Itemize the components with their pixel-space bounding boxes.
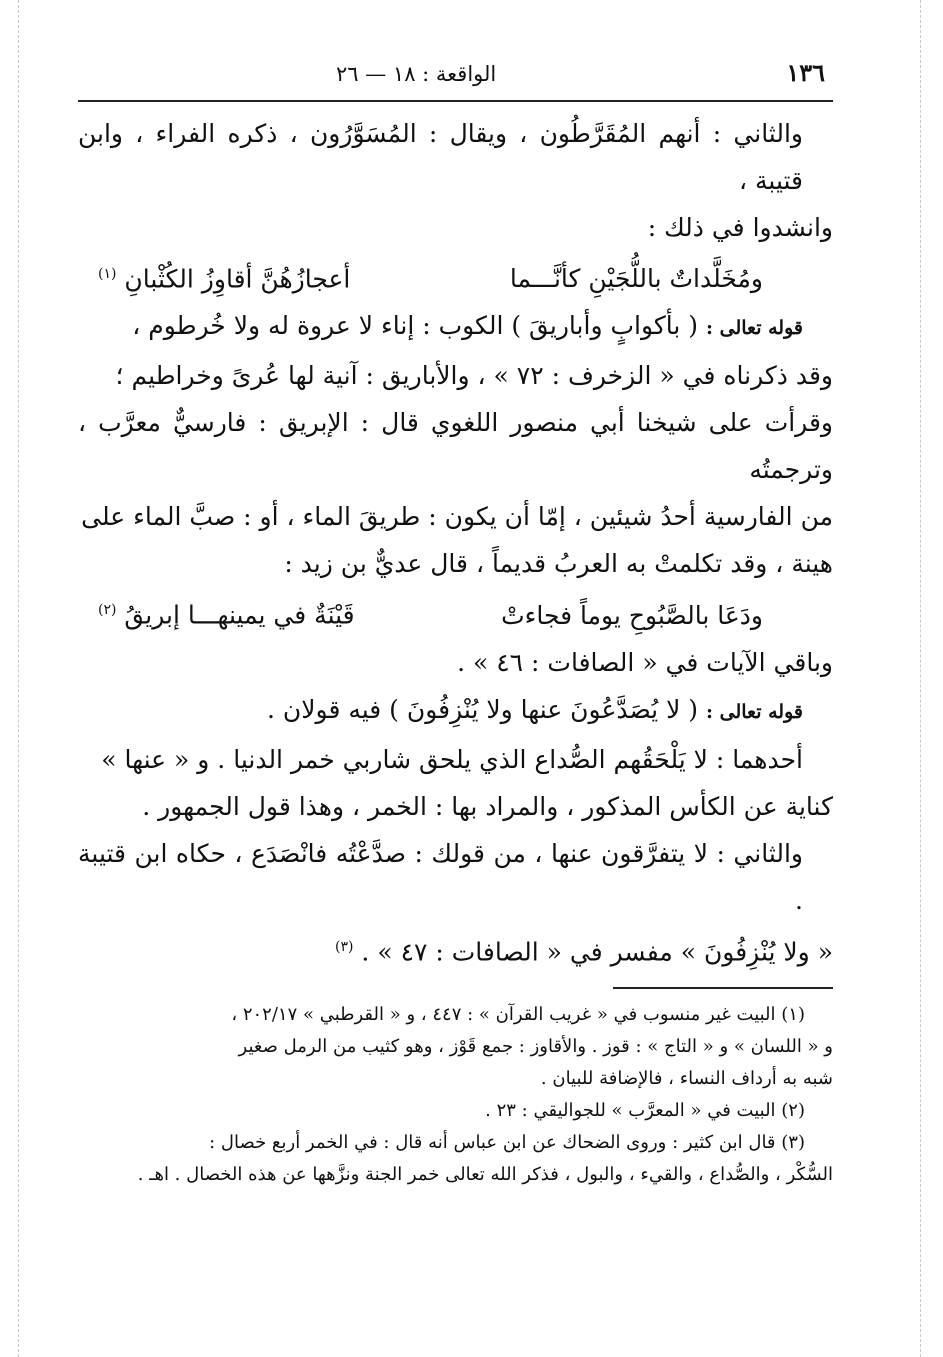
main-text bbox=[78, 110, 833, 975]
footnote-line: و « اللسان » و « التاج » : قوز . والأقاوز : جمع قَوْز ، وهو كثيب من الرمل صغير bbox=[238, 1035, 833, 1057]
left-margin-guide bbox=[18, 0, 19, 1357]
text-line bbox=[78, 302, 833, 352]
text-line: وباقي الآيات في « الصافات : ٤٦ » . bbox=[457, 647, 833, 677]
verse-label: قوله تعالى : bbox=[706, 700, 803, 723]
book-page bbox=[78, 58, 833, 1191]
text-line: والثاني : لا يتفرَّقون عنها ، من قولك : صدَّعْتُه فانْصَدَع ، حكاه ابن قتيبة . bbox=[78, 838, 804, 915]
footnotes bbox=[78, 999, 833, 1191]
text-line: أحدهما : لا يَلْحَقُهم الصُّداع الذي يلحق شاربي خمر الدنيا . و « عنها » bbox=[101, 744, 803, 774]
text-line: وقرأت على شيخنا أبي منصور اللغوي قال : الإبريق : فارسيٌّ معرَّب ، وترجمتُه bbox=[78, 408, 833, 485]
text-segment: « ولا يُنْزِفُونَ » مفسر في « الصافات : ٤٧ » . bbox=[361, 936, 833, 966]
verse-label: قوله تعالى : bbox=[706, 317, 803, 340]
footnote-line: (٢) البيت في « المعرَّب » للجواليقي : ٢٣ . bbox=[485, 1099, 805, 1121]
right-margin-guide bbox=[920, 0, 921, 1357]
text-line: وقد ذكرناه في « الزخرف : ٧٢ » ، والأباريق : آنية لها عُرىً وخراطيم ؛ bbox=[115, 361, 833, 391]
footnote-ref: (٣) bbox=[335, 938, 354, 955]
verse-first-hemistich: ومُخَلَّداتٌ باللُّجَيْنِ كأنَّـــما bbox=[509, 264, 763, 294]
verse-second-hemistich bbox=[98, 251, 350, 302]
verse-quote: ( لا يُصَدَّعُونَ عنها ولا يُنْزِفُونَ ) فيه قولان . bbox=[267, 694, 699, 724]
footnote-separator-wrap bbox=[78, 987, 833, 989]
text-line: كناية عن الكأس المذكور ، والمراد بها : الخمر ، وهذا قول الجمهور . bbox=[142, 791, 833, 821]
verse-second-hemistich bbox=[98, 587, 355, 638]
footnote-ref: (١) bbox=[98, 266, 117, 282]
footnote-line: (١) البيت غير منسوب في « غريب القرآن » : ٤٤٧ ، و « القرطبي » ٢٠٢/١٧ ، bbox=[231, 1003, 805, 1025]
page-header bbox=[78, 58, 833, 102]
poetry-verse bbox=[78, 251, 833, 302]
running-title: الواقعة : ١٨ — ٢٦ bbox=[336, 62, 497, 86]
footnote-ref: (٢) bbox=[98, 602, 117, 619]
verse-second-text: قَيْنَةٌ في يمينهـــا إبريقُ bbox=[124, 600, 355, 630]
text-line: وانشدوا في ذلك : bbox=[647, 213, 833, 242]
text-line: والثاني : أنهم المُقَرَّطُون ، ويقال : المُسَوَّرُون ، ذكره الفراء ، وابن قتيبة ، bbox=[78, 119, 803, 195]
footnote-separator bbox=[613, 987, 833, 989]
verse-quote: ( بأكوابٍ وأباريقَ ) الكوب : إناء لا عروة له ولا خُرطوم ، bbox=[132, 311, 699, 341]
poetry-verse bbox=[78, 587, 833, 638]
verse-second-text: أعجازُهُنَّ أقاوِزُ الكُثْبانِ bbox=[124, 264, 351, 294]
footnote-line: (٣) قال ابن كثير : وروى الضحاك عن ابن عباس أنه قال : في الخمر أربع خصال : bbox=[209, 1131, 805, 1153]
text-line: هينة ، وقد تكلمتْ به العربُ قديماً ، قال عديٌّ بن زيد : bbox=[284, 549, 833, 579]
text-line: من الفارسية أحدُ شيئين ، إمّا أن يكون : طريقَ الماء ، أو : صبَّ الماء على bbox=[81, 502, 833, 532]
verse-first-hemistich: ودَعَا بالصَّبُوحِ يوماً فجاءتْ bbox=[501, 600, 763, 630]
page-number: ١٣٦ bbox=[786, 58, 825, 87]
footnote-line: السُّكْر ، والصُّداع ، والقيء ، والبول ، فذكر الله تعالى خمر الجنة ونزَّهها عن هذه الخصال . اهـ . bbox=[137, 1163, 833, 1185]
text-line bbox=[78, 686, 833, 736]
text-line bbox=[78, 924, 833, 975]
footnote-line: شبه به أرداف النساء ، فالإضافة للبيان . bbox=[540, 1067, 833, 1089]
